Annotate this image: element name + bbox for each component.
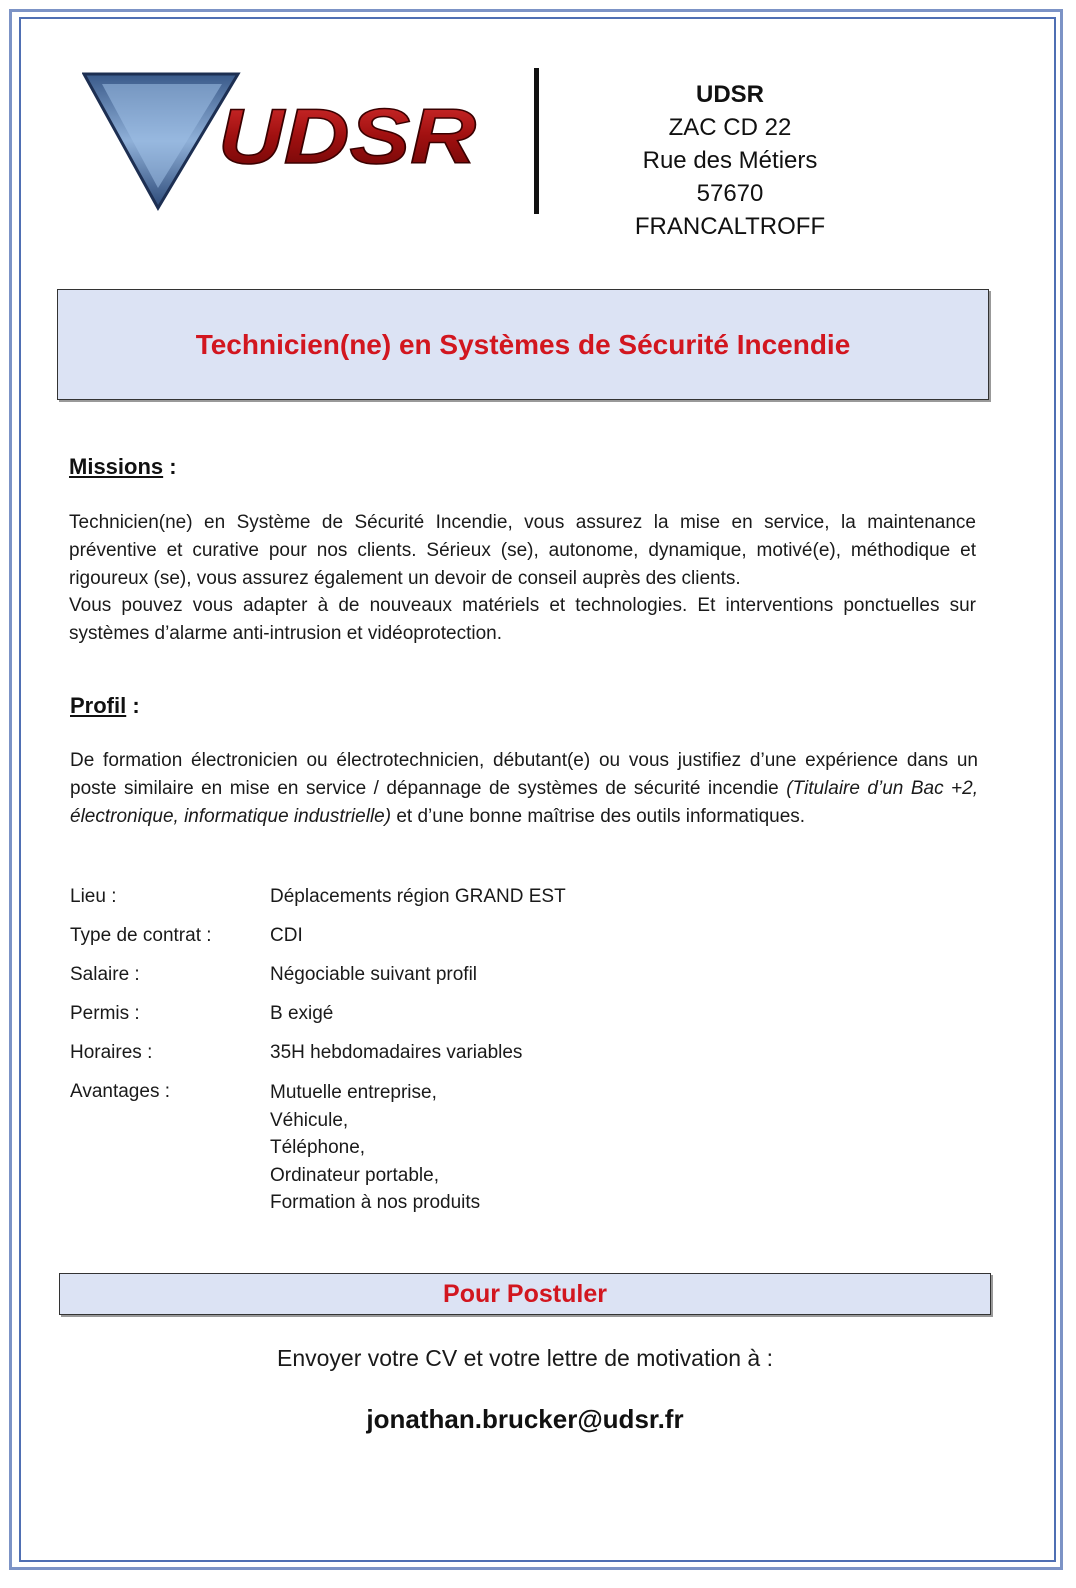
profil-text: De formation électronicien ou électrotechnicien, débutant(e) ou vous justifiez d’une expérience dans un poste similaire en mise en service / dépannage de systèmes de sécurité incendie (Titulaire d’un Bac +2, électronique, informatique industrielle) et d’une bonne maîtrise des outils informatiques.: [70, 750, 978, 827]
avantage-item: Véhicule,: [270, 1109, 349, 1131]
detail-row-salaire: Salaire : Négociable suivant profil: [70, 964, 478, 985]
header-divider: [534, 68, 539, 214]
missions-text: [69, 509, 976, 648]
missions-heading: Missions :: [69, 454, 177, 479]
apply-heading-box: [59, 1273, 991, 1315]
avantage-item: Mutuelle entreprise,: [270, 1082, 437, 1103]
address-line-3: 57670 FRANCALTROFF: [634, 180, 826, 240]
contact-email[interactable]: jonathan.brucker@udsr.fr: [366, 1404, 684, 1434]
apply-instruction: Envoyer votre CV et votre lettre de motivation à :: [276, 1345, 773, 1371]
detail-row-permis: Permis : B exigé: [70, 1003, 334, 1024]
detail-row-horaires: Horaires : 35H hebdomadaires variables: [70, 1042, 523, 1063]
logo-text: UDSR: [218, 92, 476, 180]
profil-heading: Profil :: [70, 693, 140, 718]
udsr-logo: [82, 70, 482, 212]
company-address: [600, 78, 860, 243]
job-details: [70, 884, 566, 1231]
detail-row-lieu: Lieu : Déplacements région GRAND EST: [70, 886, 566, 907]
job-title: Technicien(ne) en Systèmes de Sécurité Incendie: [195, 328, 851, 360]
missions-paragraph-2: Vous pouvez vous adapter à de nouveaux matériels et technologies. Et interventions ponctuelles sur systèmes d’alarme anti-intrusion et vidéoprotection.: [69, 595, 976, 645]
job-title-box: [57, 289, 989, 400]
avantages-list: [270, 1079, 566, 1217]
detail-row-avantages: Avantages : Mutuelle entreprise, Véhicule, Téléphone, Ordinateur portable, Formation à nos produits: [70, 1079, 566, 1217]
address-line-2: Rue des Métiers: [642, 147, 818, 174]
avantage-item: Téléphone,: [270, 1137, 366, 1158]
company-name: UDSR: [695, 81, 764, 108]
missions-paragraph-1: Technicien(ne) en Système de Sécurité Incendie, vous assurez la mise en service, la maintenance préventive et curative pour nos clients. Sérieux (se), autonome, dynamique, motivé(e), méthodique et rigoureux (se), vous assurez également un devoir de conseil auprès des clients.: [69, 512, 976, 589]
avantage-item: Ordinateur portable,: [270, 1164, 439, 1186]
avantage-item: Formation à nos produits: [270, 1192, 481, 1213]
detail-row-contrat: Type de contrat : CDI: [70, 925, 303, 946]
address-line-1: ZAC CD 22: [668, 114, 792, 141]
apply-heading: Pour Postuler: [443, 1279, 607, 1308]
